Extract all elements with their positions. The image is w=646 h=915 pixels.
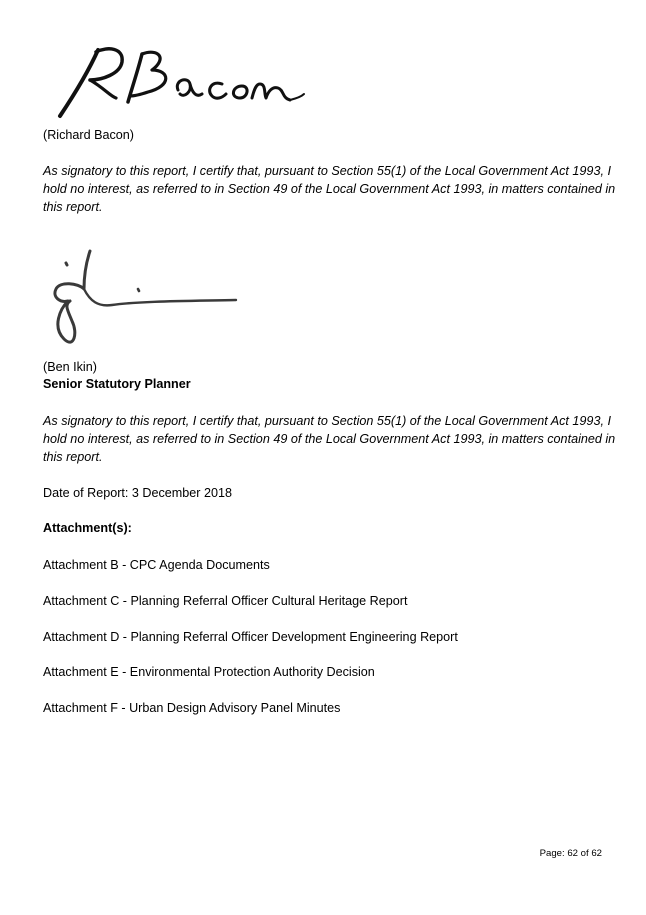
attachment-f: Attachment F - Urban Design Advisory Panel Minutes [43,701,341,715]
signatory-1-name: (Richard Bacon) [43,128,134,142]
attachments-heading: Attachment(s): [43,521,132,535]
signatory-2-certification: As signatory to this report, I certify that, pursuant to Section 55(1) of the Local Government Act 1993, I hold no interest, as referred to in Section 49 of the Local Government Act 1993, in matters contained in this report. [43,414,616,464]
attachment-e: Attachment E - Environmental Protection Authority Decision [43,665,375,679]
signature-ben-ikin [50,243,250,355]
attachment-b: Attachment B - CPC Agenda Documents [43,558,270,572]
page-number: Page: 62 of 62 [539,848,602,859]
signatory-1-certification: As signatory to this report, I certify that, pursuant to Section 55(1) of the Local Government Act 1993, I hold no interest, as referred to in Section 49 of the Local Government Act 1993, in matters contained in this report. [43,164,616,214]
signature-richard-bacon [46,40,306,125]
signatory-2-name: (Ben Ikin) [43,360,97,374]
attachment-d: Attachment D - Planning Referral Officer Development Engineering Report [43,630,458,644]
signatory-2-title: Senior Statutory Planner [43,377,191,391]
date-of-report: Date of Report: 3 December 2018 [43,486,233,500]
attachment-c: Attachment C - Planning Referral Officer Cultural Heritage Report [43,594,408,608]
